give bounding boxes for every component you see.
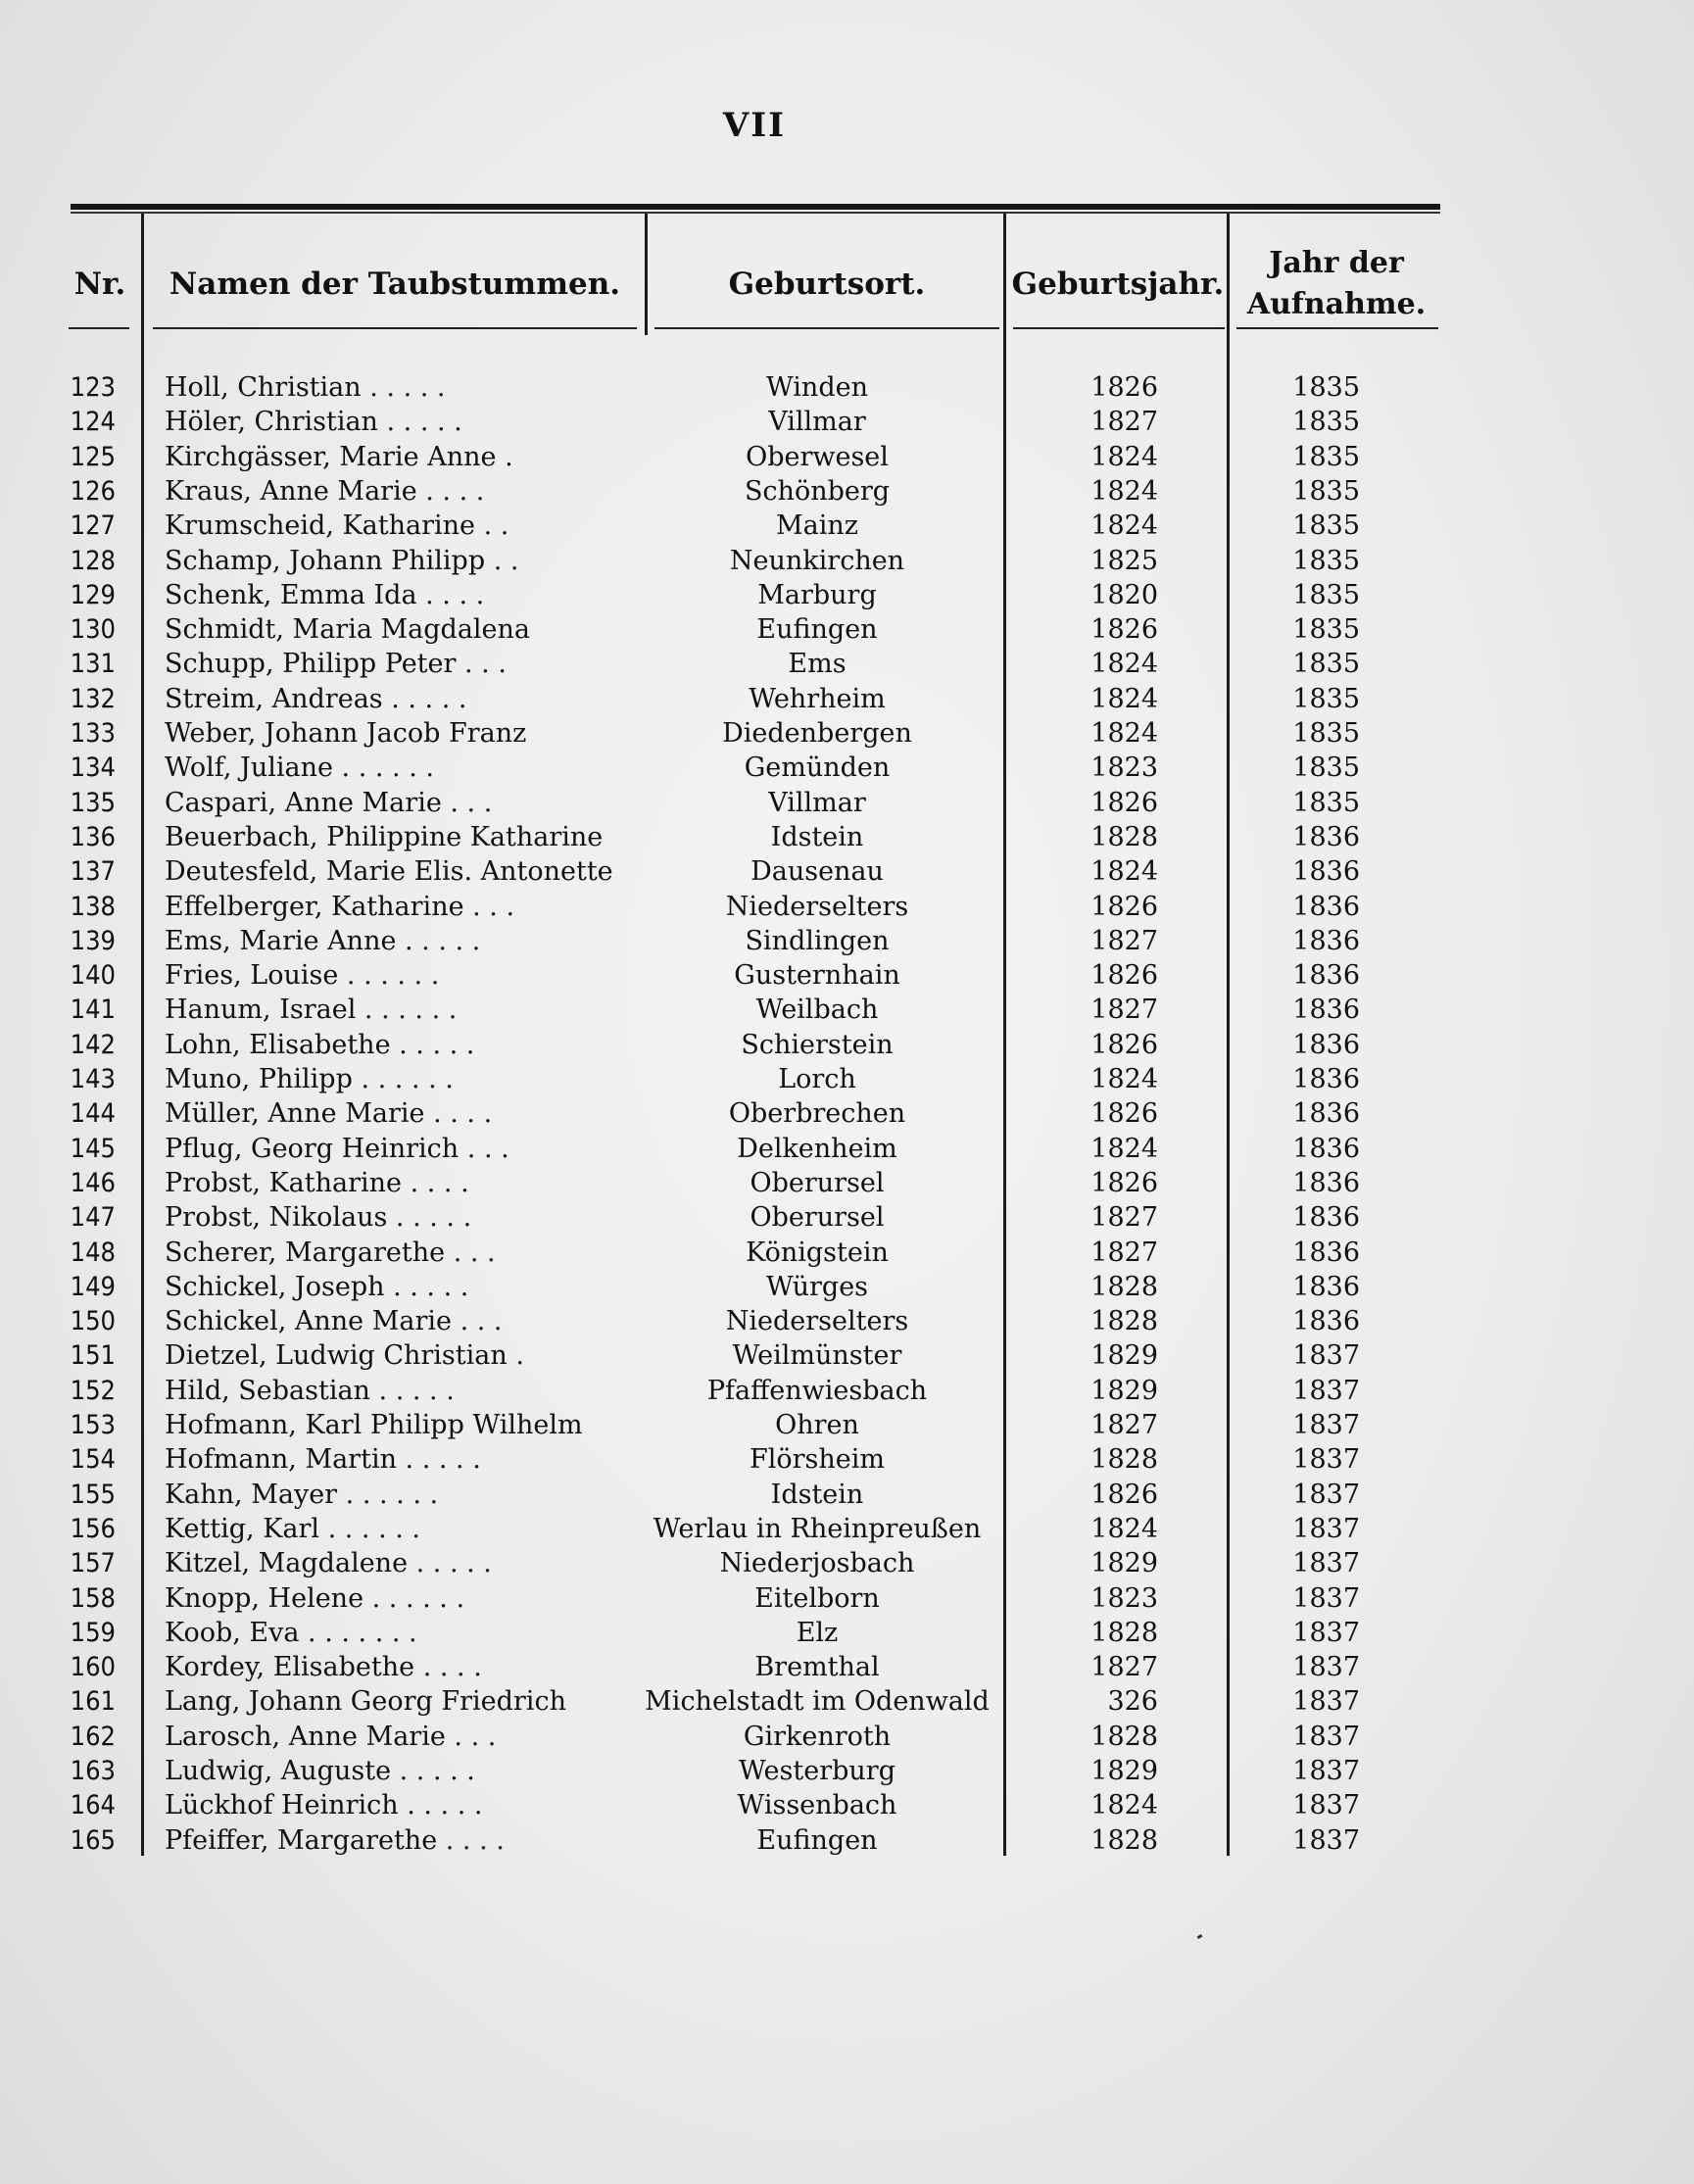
row-number: 142 bbox=[70, 1029, 116, 1060]
row-number: 135 bbox=[70, 787, 116, 818]
row-name: Wolf, Juliane . . . . . . bbox=[165, 752, 434, 784]
row-name: Effelberger, Katharine . . . bbox=[165, 891, 515, 922]
top-rule-thin bbox=[71, 212, 1440, 214]
row-name: Muno, Philipp . . . . . . bbox=[165, 1064, 454, 1094]
row-number: 159 bbox=[70, 1617, 116, 1648]
row-number: 127 bbox=[70, 510, 116, 542]
row-number: 146 bbox=[70, 1167, 116, 1198]
row-birthplace: Eitelborn bbox=[754, 1582, 880, 1614]
header-nr: Nr. bbox=[73, 267, 126, 302]
row-name: Beuerbach, Philippine Katharine bbox=[165, 821, 604, 852]
row-birthplace: Villmar bbox=[768, 407, 866, 438]
row-birth-year: 1827 bbox=[1090, 1410, 1158, 1440]
row-name: Lang, Johann Georg Friedrich bbox=[165, 1686, 566, 1718]
row-number: 144 bbox=[70, 1098, 116, 1130]
row-birth-year: 1828 bbox=[1090, 1306, 1158, 1337]
header-rule-admission bbox=[1236, 327, 1438, 329]
table-row bbox=[0, 1236, 1694, 1270]
page-number: VII bbox=[722, 106, 787, 145]
row-number: 124 bbox=[70, 407, 116, 438]
row-name: Lückhof Heinrich . . . . . bbox=[165, 1790, 483, 1821]
row-birth-year: 1823 bbox=[1090, 1582, 1158, 1614]
table-row bbox=[0, 786, 1694, 820]
row-admission-year: 1837 bbox=[1292, 1582, 1360, 1614]
row-birth-year: 1824 bbox=[1090, 475, 1158, 507]
row-admission-year: 1836 bbox=[1292, 1271, 1360, 1302]
row-admission-year: 1837 bbox=[1292, 1410, 1360, 1440]
table-row bbox=[0, 578, 1694, 612]
table-row bbox=[0, 509, 1694, 543]
row-birthplace: Oberursel bbox=[750, 1202, 885, 1234]
row-number: 129 bbox=[70, 579, 116, 610]
row-birthplace: Niederselters bbox=[725, 891, 909, 922]
row-number: 161 bbox=[70, 1686, 116, 1718]
row-birthplace: Niederjosbach bbox=[719, 1548, 915, 1579]
table-row bbox=[0, 1512, 1694, 1546]
row-number: 125 bbox=[70, 441, 116, 472]
row-admission-year: 1837 bbox=[1292, 1340, 1360, 1372]
row-birth-year: 1829 bbox=[1090, 1340, 1158, 1372]
row-admission-year: 1837 bbox=[1292, 1479, 1360, 1510]
row-birth-year: 1826 bbox=[1090, 1479, 1158, 1510]
top-rule bbox=[71, 204, 1440, 210]
table-row bbox=[0, 1270, 1694, 1304]
row-birthplace: Mainz bbox=[776, 510, 858, 542]
row-admission-year: 1837 bbox=[1292, 1652, 1360, 1683]
row-number: 138 bbox=[70, 891, 116, 922]
row-admission-year: 1837 bbox=[1292, 1617, 1360, 1648]
row-admission-year: 1835 bbox=[1292, 614, 1360, 646]
table-row bbox=[0, 370, 1694, 405]
row-birthplace: Ohren bbox=[775, 1410, 859, 1440]
row-birth-year: 1824 bbox=[1090, 718, 1158, 749]
row-birthplace: Oberursel bbox=[750, 1167, 885, 1198]
row-admission-year: 1835 bbox=[1292, 510, 1360, 542]
table-row bbox=[0, 1478, 1694, 1512]
header-rule-place bbox=[654, 327, 999, 329]
row-birthplace: Marburg bbox=[757, 579, 877, 610]
table-row bbox=[0, 1546, 1694, 1580]
row-number: 141 bbox=[70, 995, 116, 1026]
row-admission-year: 1835 bbox=[1292, 752, 1360, 784]
row-birthplace: Villmar bbox=[768, 787, 866, 818]
row-birthplace: Weilbach bbox=[755, 995, 879, 1026]
row-admission-year: 1836 bbox=[1292, 821, 1360, 852]
table-row bbox=[0, 1720, 1694, 1754]
row-admission-year: 1835 bbox=[1292, 372, 1360, 403]
row-birthplace: Idstein bbox=[770, 1479, 864, 1510]
row-number: 137 bbox=[70, 856, 116, 888]
row-admission-year: 1836 bbox=[1292, 1306, 1360, 1337]
row-admission-year: 1835 bbox=[1292, 407, 1360, 438]
row-number: 136 bbox=[70, 821, 116, 852]
row-birthplace: Würges bbox=[765, 1271, 869, 1302]
row-name: Kitzel, Magdalene . . . . . bbox=[165, 1548, 492, 1579]
row-birth-year: 1827 bbox=[1090, 995, 1158, 1026]
row-birthplace: Dausenau bbox=[750, 856, 884, 888]
row-name: Schickel, Anne Marie . . . bbox=[165, 1306, 503, 1337]
row-birthplace: Schierstein bbox=[741, 1029, 894, 1060]
row-birth-year: 1826 bbox=[1090, 891, 1158, 922]
row-birth-year: 326 bbox=[1107, 1686, 1158, 1718]
row-name: Probst, Katharine . . . . bbox=[165, 1167, 469, 1198]
row-birth-year: 1827 bbox=[1090, 407, 1158, 438]
row-number: 157 bbox=[70, 1548, 116, 1579]
row-name: Ems, Marie Anne . . . . . bbox=[165, 925, 481, 956]
row-admission-year: 1836 bbox=[1292, 995, 1360, 1026]
row-birth-year: 1820 bbox=[1090, 579, 1158, 610]
row-name: Holl, Christian . . . . . bbox=[165, 372, 446, 403]
row-name: Hofmann, Karl Philipp Wilhelm bbox=[165, 1410, 583, 1440]
row-birthplace: Neunkirchen bbox=[729, 545, 905, 576]
row-admission-year: 1837 bbox=[1292, 1790, 1360, 1821]
row-birthplace: Westerburg bbox=[739, 1756, 895, 1786]
row-birthplace: Idstein bbox=[770, 821, 864, 852]
row-name: Kirchgässer, Marie Anne . bbox=[165, 441, 513, 472]
row-number: 156 bbox=[70, 1513, 116, 1544]
row-name: Lohn, Elisabethe . . . . . bbox=[165, 1029, 475, 1060]
table-row bbox=[0, 716, 1694, 751]
table-row bbox=[0, 890, 1694, 924]
row-number: 148 bbox=[70, 1237, 116, 1268]
row-birth-year: 1828 bbox=[1090, 1721, 1158, 1752]
row-number: 152 bbox=[70, 1375, 116, 1406]
row-admission-year: 1835 bbox=[1292, 718, 1360, 749]
row-admission-year: 1836 bbox=[1292, 1237, 1360, 1268]
table-row bbox=[0, 647, 1694, 681]
row-admission-year: 1836 bbox=[1292, 891, 1360, 922]
row-number: 131 bbox=[70, 649, 116, 680]
row-birthplace: Oberwesel bbox=[746, 441, 889, 472]
row-birth-year: 1827 bbox=[1090, 925, 1158, 956]
row-birth-year: 1823 bbox=[1090, 752, 1158, 784]
row-number: 147 bbox=[70, 1202, 116, 1234]
row-admission-year: 1837 bbox=[1292, 1548, 1360, 1579]
row-birthplace: Wehrheim bbox=[749, 683, 886, 714]
row-admission-year: 1837 bbox=[1292, 1444, 1360, 1476]
row-number: 163 bbox=[70, 1756, 116, 1786]
row-birth-year: 1829 bbox=[1090, 1756, 1158, 1786]
row-admission-year: 1836 bbox=[1292, 960, 1360, 992]
row-birth-year: 1826 bbox=[1090, 1098, 1158, 1130]
row-admission-year: 1837 bbox=[1292, 1721, 1360, 1752]
table-row bbox=[0, 1650, 1694, 1684]
header-admission-line1: Jahr der bbox=[1269, 246, 1404, 280]
row-birth-year: 1824 bbox=[1090, 1513, 1158, 1544]
row-birth-year: 1824 bbox=[1090, 683, 1158, 714]
table-row bbox=[0, 544, 1694, 578]
row-birth-year: 1828 bbox=[1090, 1617, 1158, 1648]
row-number: 149 bbox=[70, 1271, 116, 1302]
row-number: 143 bbox=[70, 1064, 116, 1094]
row-birth-year: 1828 bbox=[1090, 1271, 1158, 1302]
row-name: Kahn, Mayer . . . . . . bbox=[165, 1479, 439, 1510]
table-row bbox=[0, 993, 1694, 1027]
table-row bbox=[0, 958, 1694, 993]
table-row bbox=[0, 1684, 1694, 1719]
row-birth-year: 1824 bbox=[1090, 510, 1158, 542]
row-birth-year: 1826 bbox=[1090, 372, 1158, 403]
row-admission-year: 1837 bbox=[1292, 1756, 1360, 1786]
table-row bbox=[0, 1408, 1694, 1442]
row-birthplace: Girkenroth bbox=[743, 1721, 892, 1752]
row-birthplace: Königstein bbox=[746, 1237, 889, 1268]
table-row bbox=[0, 405, 1694, 439]
row-birthplace: Eufingen bbox=[756, 1824, 878, 1856]
row-admission-year: 1837 bbox=[1292, 1686, 1360, 1718]
row-birth-year: 1829 bbox=[1090, 1548, 1158, 1579]
row-name: Knopp, Helene . . . . . . bbox=[165, 1582, 465, 1614]
row-birthplace: Schönberg bbox=[744, 475, 891, 507]
row-birth-year: 1825 bbox=[1090, 545, 1158, 576]
row-name: Hanum, Israel . . . . . . bbox=[165, 995, 458, 1026]
row-name: Schupp, Philipp Peter . . . bbox=[165, 649, 507, 680]
row-birth-year: 1827 bbox=[1090, 1202, 1158, 1234]
row-birthplace: Ems bbox=[788, 649, 847, 680]
row-name: Kettig, Karl . . . . . . bbox=[165, 1513, 421, 1544]
table-row bbox=[0, 1374, 1694, 1408]
row-number: 158 bbox=[70, 1582, 116, 1614]
row-birthplace: Gusternhain bbox=[734, 960, 900, 992]
row-birth-year: 1828 bbox=[1090, 1824, 1158, 1856]
row-birth-year: 1826 bbox=[1090, 614, 1158, 646]
row-birthplace: Gemünden bbox=[744, 752, 891, 784]
row-birth-year: 1827 bbox=[1090, 1237, 1158, 1268]
header-place: Geburtsort. bbox=[728, 267, 926, 302]
row-name: Pflug, Georg Heinrich . . . bbox=[165, 1133, 509, 1164]
table-row bbox=[0, 1028, 1694, 1062]
row-birth-year: 1826 bbox=[1090, 960, 1158, 992]
row-birth-year: 1828 bbox=[1090, 821, 1158, 852]
table-row bbox=[0, 924, 1694, 958]
table-row bbox=[0, 1442, 1694, 1477]
table-row bbox=[0, 440, 1694, 474]
header-rule-birth bbox=[1013, 327, 1225, 329]
row-name: Ludwig, Auguste . . . . . bbox=[165, 1756, 475, 1786]
table-row bbox=[0, 1096, 1694, 1131]
row-birthplace: Weilmünster bbox=[732, 1340, 902, 1372]
table-row bbox=[0, 751, 1694, 785]
row-admission-year: 1837 bbox=[1292, 1824, 1360, 1856]
row-birthplace: Winden bbox=[766, 372, 868, 403]
row-birthplace: Werlau in Rheinpreußen bbox=[653, 1513, 982, 1544]
row-name: Schamp, Johann Philipp . . bbox=[165, 545, 519, 576]
row-number: 140 bbox=[70, 960, 116, 992]
row-birth-year: 1824 bbox=[1090, 856, 1158, 888]
row-birthplace: Eufingen bbox=[756, 614, 878, 646]
row-name: Koob, Eva . . . . . . . bbox=[165, 1617, 417, 1648]
table-row bbox=[0, 1754, 1694, 1788]
row-birth-year: 1827 bbox=[1090, 1652, 1158, 1683]
row-name: Deutesfeld, Marie Elis. Antonette bbox=[165, 856, 613, 888]
row-birthplace: Michelstadt im Odenwald bbox=[645, 1686, 990, 1718]
row-number: 160 bbox=[70, 1652, 116, 1683]
column-divider-2 bbox=[645, 214, 648, 335]
row-number: 132 bbox=[70, 683, 116, 714]
row-name: Pfeiffer, Margarethe . . . . bbox=[165, 1824, 505, 1856]
header-admission-line2: Aufnahme. bbox=[1246, 287, 1427, 321]
row-admission-year: 1835 bbox=[1292, 649, 1360, 680]
table-row bbox=[0, 1062, 1694, 1096]
row-name: Scherer, Margarethe . . . bbox=[165, 1237, 496, 1268]
row-name: Hild, Sebastian . . . . . bbox=[165, 1375, 455, 1406]
table-row bbox=[0, 1338, 1694, 1373]
row-number: 128 bbox=[70, 545, 116, 576]
table-row bbox=[0, 682, 1694, 716]
row-number: 150 bbox=[70, 1306, 116, 1337]
row-name: Kraus, Anne Marie . . . . bbox=[165, 475, 485, 507]
table-row bbox=[0, 1823, 1694, 1858]
header-rule-nr bbox=[69, 327, 129, 329]
row-number: 139 bbox=[70, 925, 116, 956]
row-number: 134 bbox=[70, 752, 116, 784]
row-name: Krumscheid, Katharine . . bbox=[165, 510, 509, 542]
row-name: Schickel, Joseph . . . . . bbox=[165, 1271, 469, 1302]
header-birth-year: Geburtsjahr. bbox=[1011, 267, 1225, 302]
row-admission-year: 1835 bbox=[1292, 683, 1360, 714]
row-name: Larosch, Anne Marie . . . bbox=[165, 1721, 497, 1752]
row-birth-year: 1829 bbox=[1090, 1375, 1158, 1406]
row-number: 151 bbox=[70, 1340, 116, 1372]
row-number: 133 bbox=[70, 718, 116, 749]
row-birthplace: Wissenbach bbox=[737, 1790, 897, 1821]
row-name: Dietzel, Ludwig Christian . bbox=[165, 1340, 524, 1372]
table-row bbox=[0, 1200, 1694, 1235]
row-admission-year: 1836 bbox=[1292, 1202, 1360, 1234]
row-birth-year: 1826 bbox=[1090, 1029, 1158, 1060]
row-birthplace: Elz bbox=[796, 1617, 839, 1648]
row-name: Hofmann, Martin . . . . . bbox=[165, 1444, 481, 1476]
row-birthplace: Lorch bbox=[778, 1064, 856, 1094]
row-birth-year: 1826 bbox=[1090, 787, 1158, 818]
header-name: Namen der Taubstummen. bbox=[169, 267, 621, 302]
row-birth-year: 1824 bbox=[1090, 441, 1158, 472]
row-birth-year: 1824 bbox=[1090, 1064, 1158, 1094]
row-birth-year: 1824 bbox=[1090, 649, 1158, 680]
row-name: Streim, Andreas . . . . . bbox=[165, 683, 467, 714]
row-name: Schenk, Emma Ida . . . . bbox=[165, 579, 485, 610]
row-name: Schmidt, Maria Magdalena bbox=[165, 614, 531, 646]
table-row bbox=[0, 854, 1694, 889]
row-number: 126 bbox=[70, 475, 116, 507]
row-birth-year: 1828 bbox=[1090, 1444, 1158, 1476]
row-birth-year: 1826 bbox=[1090, 1167, 1158, 1198]
row-admission-year: 1836 bbox=[1292, 856, 1360, 888]
row-birthplace: Delkenheim bbox=[737, 1133, 897, 1164]
table-row bbox=[0, 474, 1694, 509]
row-birthplace: Oberbrechen bbox=[728, 1098, 906, 1130]
row-number: 154 bbox=[70, 1444, 116, 1476]
row-number: 145 bbox=[70, 1133, 116, 1164]
header-rule-name bbox=[153, 327, 637, 329]
row-number: 155 bbox=[70, 1479, 116, 1510]
row-birthplace: Sindlingen bbox=[745, 925, 890, 956]
row-admission-year: 1837 bbox=[1292, 1513, 1360, 1544]
row-birth-year: 1824 bbox=[1090, 1133, 1158, 1164]
table-row bbox=[0, 1788, 1694, 1822]
row-admission-year: 1835 bbox=[1292, 475, 1360, 507]
row-name: Fries, Louise . . . . . . bbox=[165, 960, 440, 992]
row-number: 162 bbox=[70, 1721, 116, 1752]
row-admission-year: 1836 bbox=[1292, 1064, 1360, 1094]
row-admission-year: 1836 bbox=[1292, 1098, 1360, 1130]
row-number: 164 bbox=[70, 1790, 116, 1821]
row-admission-year: 1836 bbox=[1292, 1029, 1360, 1060]
table-row bbox=[0, 612, 1694, 647]
row-number: 123 bbox=[70, 372, 116, 403]
row-name: Probst, Nikolaus . . . . . bbox=[165, 1202, 472, 1234]
row-birthplace: Niederselters bbox=[725, 1306, 909, 1337]
row-birthplace: Diedenbergen bbox=[722, 718, 912, 749]
row-name: Caspari, Anne Marie . . . bbox=[165, 787, 493, 818]
row-birthplace: Bremthal bbox=[754, 1652, 880, 1683]
row-name: Weber, Johann Jacob Franz bbox=[165, 718, 527, 749]
row-birthplace: Pfaffenwiesbach bbox=[706, 1375, 928, 1406]
row-admission-year: 1836 bbox=[1292, 925, 1360, 956]
row-birthplace: Flörsheim bbox=[750, 1444, 885, 1476]
table-row bbox=[0, 1132, 1694, 1166]
table-row bbox=[0, 1166, 1694, 1200]
row-number: 153 bbox=[70, 1410, 116, 1440]
row-name: Müller, Anne Marie . . . . bbox=[165, 1098, 493, 1130]
table-row bbox=[0, 1304, 1694, 1338]
row-admission-year: 1836 bbox=[1292, 1133, 1360, 1164]
row-number: 130 bbox=[70, 614, 116, 646]
row-admission-year: 1837 bbox=[1292, 1375, 1360, 1406]
row-admission-year: 1836 bbox=[1292, 1167, 1360, 1198]
table-row bbox=[0, 820, 1694, 854]
row-admission-year: 1835 bbox=[1292, 441, 1360, 472]
row-name: Höler, Christian . . . . . bbox=[165, 407, 462, 438]
header-admission-year bbox=[1233, 235, 1440, 333]
row-admission-year: 1835 bbox=[1292, 787, 1360, 818]
table-row bbox=[0, 1616, 1694, 1650]
row-name: Kordey, Elisabethe . . . . bbox=[165, 1652, 482, 1683]
row-birth-year: 1824 bbox=[1090, 1790, 1158, 1821]
print-speck bbox=[1197, 1934, 1203, 1939]
table-row bbox=[0, 1581, 1694, 1616]
row-admission-year: 1835 bbox=[1292, 545, 1360, 576]
row-number: 165 bbox=[70, 1824, 116, 1856]
row-admission-year: 1835 bbox=[1292, 579, 1360, 610]
